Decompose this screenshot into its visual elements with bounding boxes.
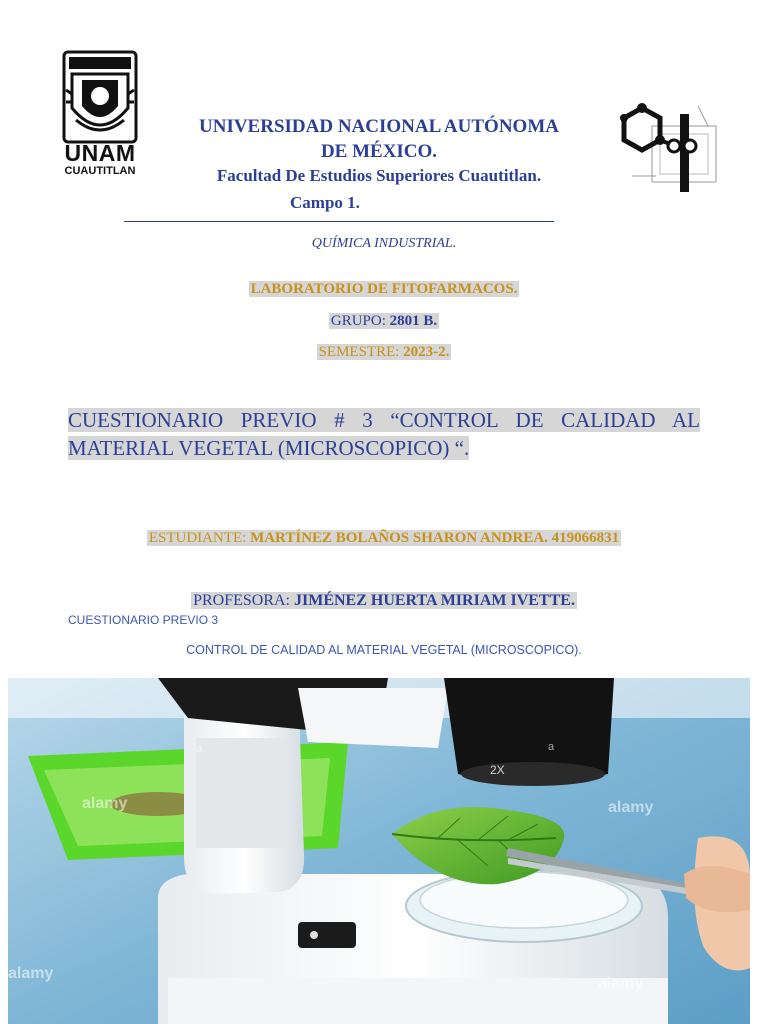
group-line xyxy=(0,313,768,330)
student-name: MARTÍNEZ BOLAÑOS SHARON ANDREA. 419066831 xyxy=(250,530,620,546)
microscope-leaf-photo xyxy=(8,678,750,1024)
group-value: 2801 B. xyxy=(389,313,438,329)
student-label: ESTUDIANTE: xyxy=(148,530,251,546)
university-name-line1: UNIVERSIDAD NACIONAL AUTÓNOMA xyxy=(199,116,559,137)
subheading-topic: CONTROL DE CALIDAD AL MATERIAL VEGETAL (MICROSCOPICO). xyxy=(186,643,582,657)
unam-logo-word: UNAM xyxy=(64,140,136,166)
professor-name: JIMÉNEZ HUERTA MIRIAM IVETTE. xyxy=(293,592,575,609)
photo-watermark-1: alamy xyxy=(82,795,128,812)
campus-name: Campo 1. xyxy=(290,193,360,212)
chemistry-logo-icon xyxy=(612,96,718,194)
unam-crest-icon xyxy=(62,50,138,144)
photo-watermark-a2: a xyxy=(548,741,555,753)
career-name: QUÍMICA INDUSTRIAL. xyxy=(311,236,457,251)
photo-watermark-4: alamy xyxy=(8,965,54,982)
unam-logo xyxy=(52,50,148,178)
lens-label: 2X xyxy=(490,763,505,777)
subheading-questionnaire: CUESTIONARIO PREVIO 3 xyxy=(68,613,219,627)
lab-name-text: LABORATORIO DE FITOFARMACOS. xyxy=(250,281,518,297)
photo-watermark-a1: a xyxy=(196,743,203,755)
semester-line xyxy=(0,344,768,361)
document-title xyxy=(68,406,700,462)
lab-name xyxy=(0,281,768,298)
document-title-text: CUESTIONARIO PREVIO # 3 “CONTROL DE CALIDAD AL MATERIAL VEGETAL (MICROSCOPICO) “. xyxy=(68,408,700,460)
semester-value: 2023-2. xyxy=(403,344,450,360)
header-divider xyxy=(124,221,554,222)
professor-label: PROFESORA: xyxy=(193,592,294,609)
semester-label: SEMESTRE: xyxy=(318,344,404,360)
professor-line xyxy=(0,592,768,610)
student-line xyxy=(0,530,768,547)
photo-watermark-2: alamy xyxy=(608,799,654,816)
group-label: GRUPO: xyxy=(330,313,390,329)
faculty-name: Facultad De Estudios Superiores Cuautitlan. xyxy=(216,166,542,185)
unam-logo-campus: CUAUTITLAN xyxy=(64,165,136,177)
photo-watermark-3: alamy xyxy=(598,975,644,992)
university-name-line2: DE MÉXICO. xyxy=(320,141,438,162)
